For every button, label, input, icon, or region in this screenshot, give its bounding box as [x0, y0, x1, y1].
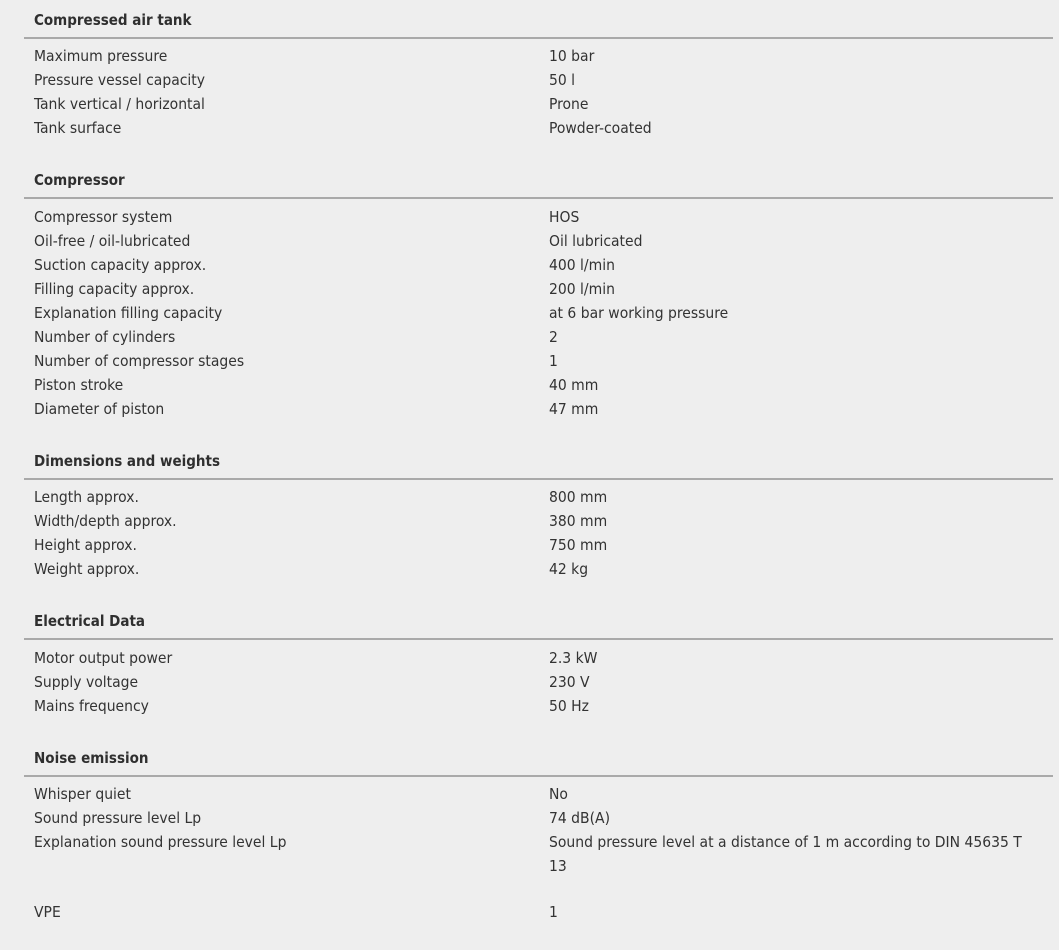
section-title-electrical-data: Electrical Data	[34, 612, 146, 630]
spec-label: Number of compressor stages	[34, 352, 245, 370]
spec-value: Prone	[549, 95, 589, 113]
spec-value: 2.3 kW	[549, 649, 598, 667]
spec-label: Height approx.	[34, 536, 137, 554]
spec-label: Whisper quiet	[34, 785, 131, 803]
spec-value: 750 mm	[549, 536, 608, 554]
spec-value: 50 l	[549, 71, 576, 89]
spec-value: 42 kg	[549, 560, 589, 578]
spec-label: Suction capacity approx.	[34, 256, 207, 274]
spec-label: Width/depth approx.	[34, 512, 177, 530]
section-divider	[24, 478, 1053, 480]
spec-label: Explanation filling capacity	[34, 304, 223, 322]
section-divider	[24, 638, 1053, 640]
spec-label-vpe: VPE	[34, 903, 61, 921]
section-title-noise-emission: Noise emission	[34, 749, 149, 767]
section-divider	[24, 37, 1053, 39]
section-title-compressed-air-tank: Compressed air tank	[34, 11, 192, 29]
spec-label: Compressor system	[34, 208, 173, 226]
spec-value: at 6 bar working pressure	[549, 304, 729, 322]
spec-label: Number of cylinders	[34, 328, 176, 346]
spec-label: Piston stroke	[34, 376, 124, 394]
spec-value: 200 l/min	[549, 280, 615, 298]
spec-label: Pressure vessel capacity	[34, 71, 205, 89]
spec-value: 400 l/min	[549, 256, 615, 274]
spec-value: 10 bar	[549, 47, 595, 65]
spec-label: Filling capacity approx.	[34, 280, 195, 298]
spec-value: HOS	[549, 208, 580, 226]
spec-label: Maximum pressure	[34, 47, 168, 65]
spec-value: 800 mm	[549, 488, 608, 506]
spec-value: 1	[549, 352, 558, 370]
spec-label: Sound pressure level Lp	[34, 809, 202, 827]
spec-value: Sound pressure level at a distance of 1 m according to DIN 45635 T 13	[549, 833, 1022, 875]
section-title-compressor: Compressor	[34, 171, 125, 189]
spec-value-vpe: 1	[549, 903, 558, 921]
spec-label: Oil-free / oil-lubricated	[34, 232, 191, 250]
spec-value: 50 Hz	[549, 697, 589, 715]
section-divider	[24, 197, 1053, 199]
spec-label: Tank vertical / horizontal	[34, 95, 205, 113]
spec-value: 380 mm	[549, 512, 608, 530]
spec-value: No	[549, 785, 568, 803]
spec-value: 74 dB(A)	[549, 809, 611, 827]
section-title-dimensions-and-weights: Dimensions and weights	[34, 452, 220, 470]
spec-label: Mains frequency	[34, 697, 149, 715]
spec-value: Powder-coated	[549, 119, 652, 137]
spec-label: Diameter of piston	[34, 400, 165, 418]
spec-value: 40 mm	[549, 376, 599, 394]
spec-label: Motor output power	[34, 649, 173, 667]
spec-label: Weight approx.	[34, 560, 140, 578]
spec-label: Tank surface	[34, 119, 122, 137]
spec-value: 230 V	[549, 673, 590, 691]
spec-label: Length approx.	[34, 488, 139, 506]
section-divider	[24, 775, 1053, 777]
spec-label: Supply voltage	[34, 673, 139, 691]
spec-label: Explanation sound pressure level Lp	[34, 833, 287, 851]
spec-value: 47 mm	[549, 400, 599, 418]
spec-value: Oil lubricated	[549, 232, 643, 250]
spec-value: 2	[549, 328, 558, 346]
